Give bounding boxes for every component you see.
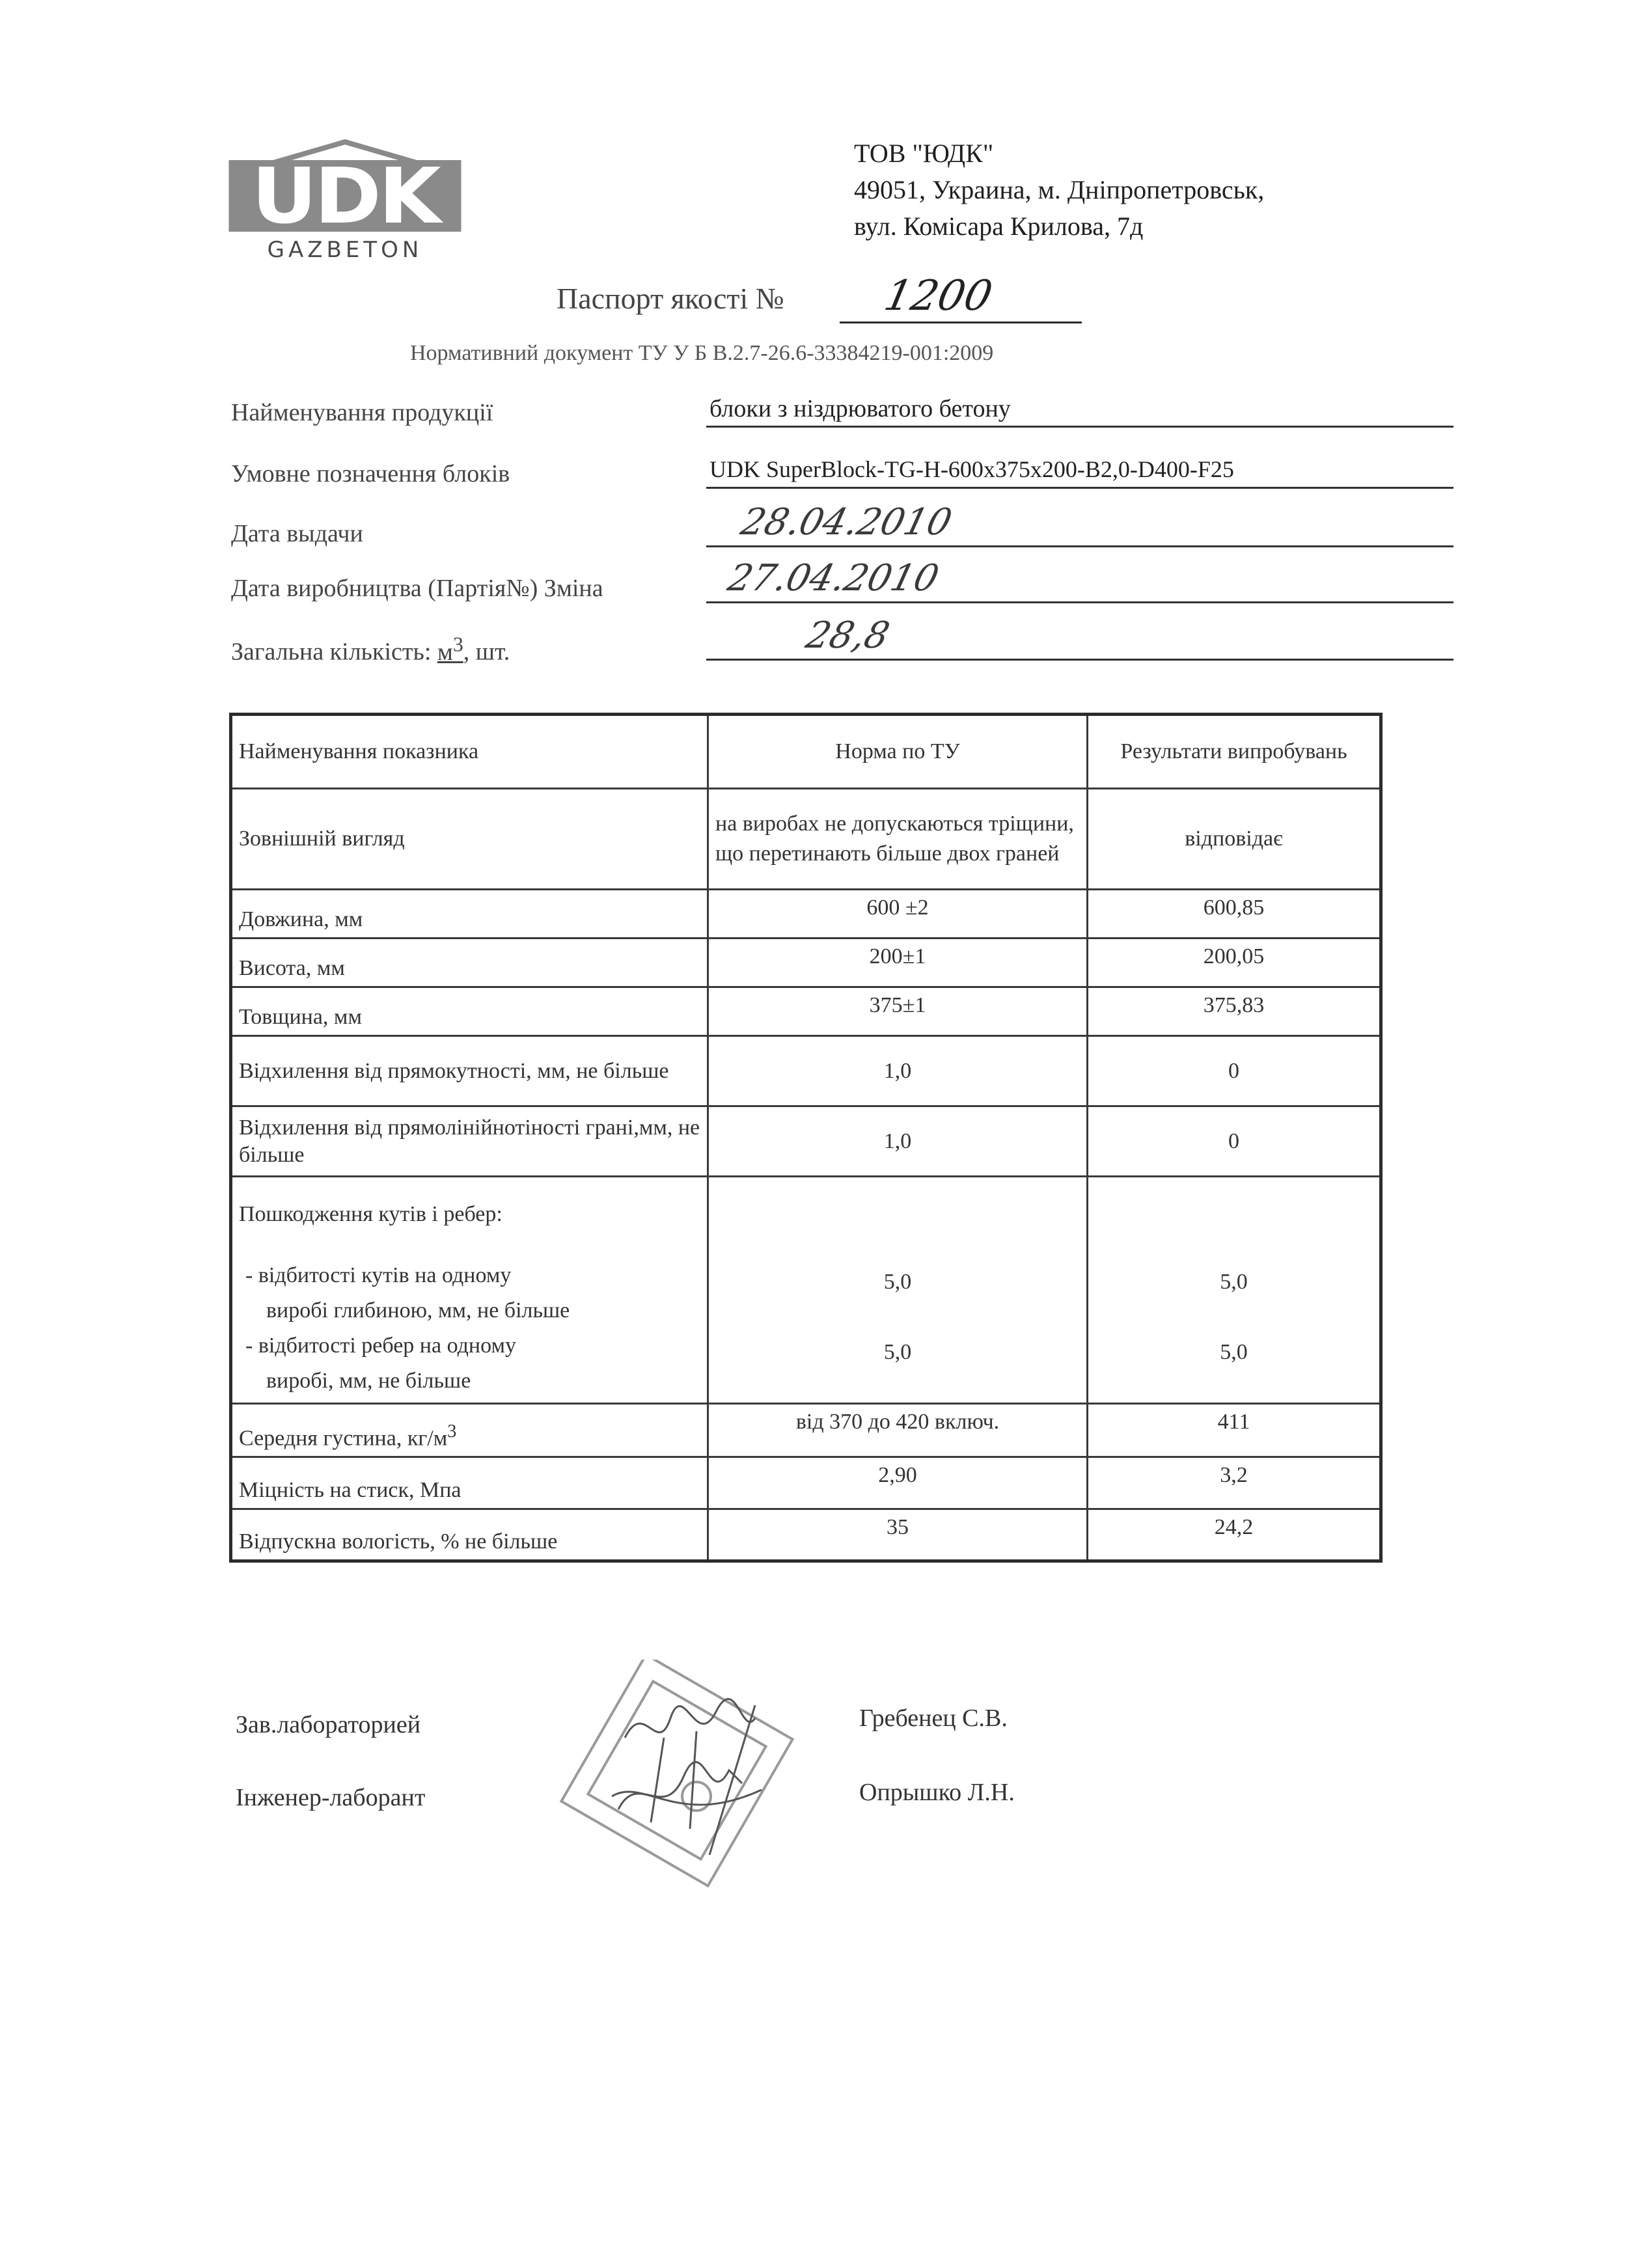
lab-head-label: Зав.лабораторией xyxy=(236,1711,421,1738)
logo-subtitle: GAZBETON xyxy=(267,237,423,263)
row-result: 375,83 xyxy=(1088,987,1381,1036)
damage-result-cell xyxy=(1088,1177,1381,1404)
row-result: відповідає xyxy=(1088,789,1381,890)
damage-item2-norm: 5,0 xyxy=(883,1340,912,1364)
table-row-damage xyxy=(231,1177,1381,1404)
row-result: 0 xyxy=(1088,1106,1381,1177)
row-name: Міцність на стиск, Мпа xyxy=(231,1457,708,1509)
row-name: Відхилення від прямокутності, мм, не більше xyxy=(231,1036,708,1106)
company-header xyxy=(854,135,1264,245)
row-result: 3,2 xyxy=(1088,1457,1381,1509)
engineer-name: Опрышко Л.Н. xyxy=(859,1779,1015,1806)
row-result: 600,85 xyxy=(1088,890,1381,939)
row-norm: 600 ±2 xyxy=(708,890,1088,939)
row-name: Товщина, мм xyxy=(231,987,708,1036)
product-name-value: блоки з ніздрюватого бетону xyxy=(709,395,1011,422)
quantity-unit-sup: 3 xyxy=(452,633,463,655)
product-name-line xyxy=(706,426,1453,428)
damage-item1-line1: - відбитості кутів на одному xyxy=(245,1263,512,1287)
row-name: Довжина, мм xyxy=(231,890,708,939)
row-result: 0 xyxy=(1088,1036,1381,1106)
density-unit-sup: 3 xyxy=(447,1421,457,1442)
row-name: Висота, мм xyxy=(231,939,708,987)
table-row xyxy=(231,789,1381,890)
damage-item2-line2: виробі, мм, не більше xyxy=(266,1369,471,1393)
product-name-label: Найменування продукції xyxy=(231,399,493,426)
quantity-label-suffix: , шт. xyxy=(463,638,510,666)
company-name: ТОВ "ЮДК" xyxy=(854,139,994,168)
density-name: Середня густина, кг/м xyxy=(239,1426,448,1450)
row-norm: 200±1 xyxy=(708,939,1088,987)
row-norm: 1,0 xyxy=(708,1036,1088,1106)
row-result: 24,2 xyxy=(1088,1509,1381,1561)
quantity-label xyxy=(231,633,510,666)
engineer-label: Інженер-лаборант xyxy=(236,1784,426,1811)
stamp-signature-icon xyxy=(547,1660,807,1887)
damage-item1-result: 5,0 xyxy=(1220,1270,1248,1294)
quality-table xyxy=(229,713,1383,1563)
logo-wordmark: UDK xyxy=(229,160,461,232)
row-result: 200,05 xyxy=(1088,939,1381,987)
row-norm: 35 xyxy=(708,1509,1088,1561)
production-date-line xyxy=(706,601,1453,603)
quantity-value: 28,8 xyxy=(801,614,894,657)
table-row xyxy=(231,890,1381,939)
table-row xyxy=(231,1509,1381,1561)
header-result: Результати випробувань xyxy=(1088,715,1381,789)
lab-head-name: Гребенец С.В. xyxy=(859,1705,1008,1732)
table-row xyxy=(231,1106,1381,1177)
damage-norm-cell xyxy=(708,1177,1088,1404)
row-name: Зовнішній вигляд xyxy=(231,789,708,890)
table-row xyxy=(231,987,1381,1036)
passport-title: Паспорт якості № xyxy=(557,282,784,315)
row-name: Відхилення від прямолінійнотіності грані,мм, не більше xyxy=(231,1106,708,1177)
table-row xyxy=(231,939,1381,987)
company-logo xyxy=(234,139,456,263)
company-address-line1: 49051, Украина, м. Дніпропетровськ, xyxy=(854,175,1265,204)
row-result: 411 xyxy=(1088,1404,1381,1457)
row-name: Відпускна вологість, % не більше xyxy=(231,1509,708,1561)
issue-date-value: 28.04.2010 xyxy=(736,501,956,543)
table-header-row xyxy=(231,715,1381,789)
production-date-label: Дата виробництва (Партія№) Зміна xyxy=(231,575,603,602)
quantity-unit xyxy=(437,633,463,666)
passport-number-underline xyxy=(840,322,1082,323)
designation-line xyxy=(706,487,1453,489)
table-row xyxy=(231,1036,1381,1106)
issue-date-line xyxy=(706,545,1453,547)
passport-number: 1200 xyxy=(880,272,997,320)
damage-item1-line2: виробі глибиною, мм, не більше xyxy=(266,1298,570,1322)
normative-document: Нормативний документ ТУ У Б В.2.7-26.6-33384219-001:2009 xyxy=(410,341,994,365)
table-row xyxy=(231,1404,1381,1457)
damage-result-spacer xyxy=(1095,1300,1373,1335)
company-address-line2: вул. Комісара Крилова, 7д xyxy=(854,212,1144,241)
damage-item2-line1: - відбитості ребер на одному xyxy=(245,1334,516,1358)
row-name xyxy=(231,1404,708,1457)
table-row xyxy=(231,1457,1381,1509)
header-norm: Норма по ТУ xyxy=(708,715,1088,789)
header-indicator: Найменування показника xyxy=(231,715,708,789)
row-norm: від 370 до 420 включ. xyxy=(708,1404,1088,1457)
production-date-value: 27.04.2010 xyxy=(723,557,943,599)
quantity-unit-text: м xyxy=(437,638,453,666)
quantity-line xyxy=(706,659,1453,661)
designation-value: UDK SuperBlock-TG-H-600x375x200-B2,0-D400-F25 xyxy=(709,456,1234,482)
row-norm: на виробах не допускаються тріщини, що перетинають більше двох граней xyxy=(708,789,1088,890)
damage-title: Пошкодження кутів і ребер: xyxy=(239,1202,502,1226)
damage-name-cell xyxy=(231,1177,708,1404)
row-norm: 2,90 xyxy=(708,1457,1088,1509)
damage-norm-spacer xyxy=(715,1300,1080,1335)
row-norm: 1,0 xyxy=(708,1106,1088,1177)
row-norm: 375±1 xyxy=(708,987,1088,1036)
designation-label: Умовне позначення блоків xyxy=(231,460,510,487)
damage-item2-result: 5,0 xyxy=(1220,1340,1248,1364)
damage-item1-norm: 5,0 xyxy=(883,1270,912,1294)
quantity-label-prefix: Загальна кількість: xyxy=(231,638,437,666)
issue-date-label: Дата выдачи xyxy=(231,520,363,547)
